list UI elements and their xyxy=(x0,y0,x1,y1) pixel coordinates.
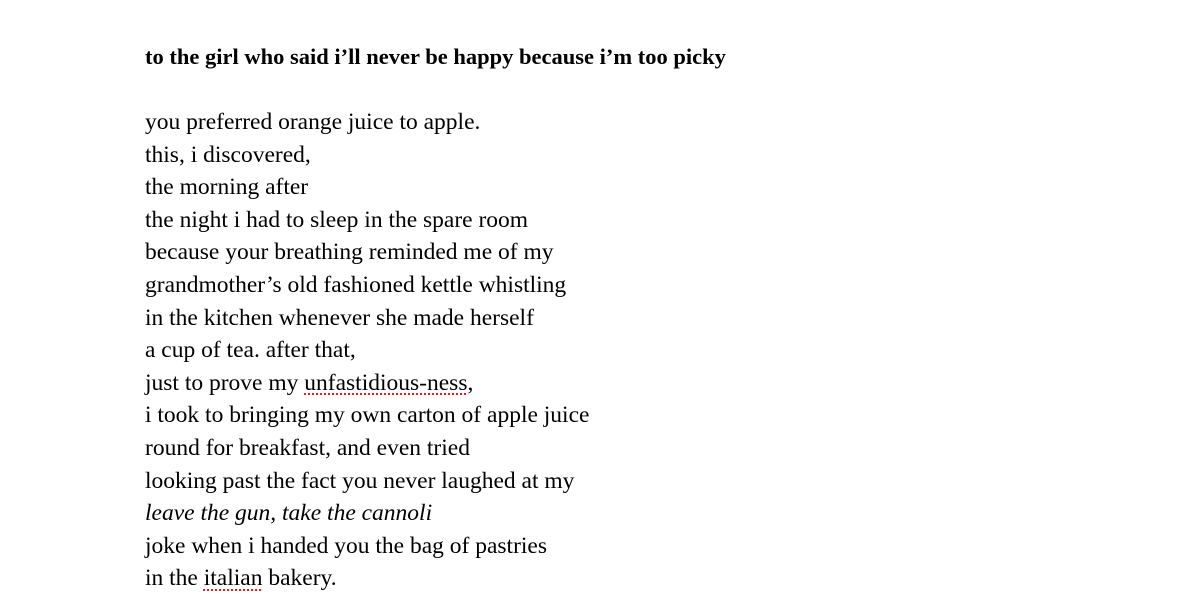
poem-line-15-end: bakery. xyxy=(262,565,337,592)
poem-line-14: joke when i handed you the bag of pastries xyxy=(145,532,548,559)
spellcheck-flagged-word[interactable]: unfastidious-ness xyxy=(304,369,468,396)
poem-line-1: you preferred orange juice to apple. xyxy=(145,109,481,135)
poem-line-8: a cup of tea. after that, xyxy=(145,337,356,364)
poem-line-12: looking past the fact you never laughed at my xyxy=(145,467,575,494)
poem-line-2: this, i discovered, xyxy=(145,141,311,168)
poem-line-4: the night i had to sleep in the spare room xyxy=(145,206,529,233)
poem-line-11: round for breakfast, and even tried xyxy=(145,434,470,461)
poem-line-15 xyxy=(145,562,589,595)
poem-line-13-italic: leave the gun, take the cannoli xyxy=(145,500,433,527)
poem-stanza xyxy=(145,106,589,595)
poem-line-7: in the kitchen whenever she made herself xyxy=(145,304,534,331)
poem-line-10: i took to bringing my own carton of apple juice xyxy=(145,402,590,429)
poem-line-9-start: just to prove my xyxy=(145,369,305,396)
poem-line-15-start: in the xyxy=(145,565,204,592)
spellcheck-flagged-word[interactable]: italian xyxy=(203,565,263,592)
poem-line-9 xyxy=(145,367,589,400)
poem-line-6: grandmother’s old fashioned kettle whistling xyxy=(145,271,567,298)
poem-line-5: because your breathing reminded me of my xyxy=(145,239,554,266)
poem-line-3: the morning after xyxy=(145,174,309,201)
poem-line-9-end: , xyxy=(467,369,474,396)
poem-title: to the girl who said i’ll never be happy because i’m too picky xyxy=(145,44,726,69)
